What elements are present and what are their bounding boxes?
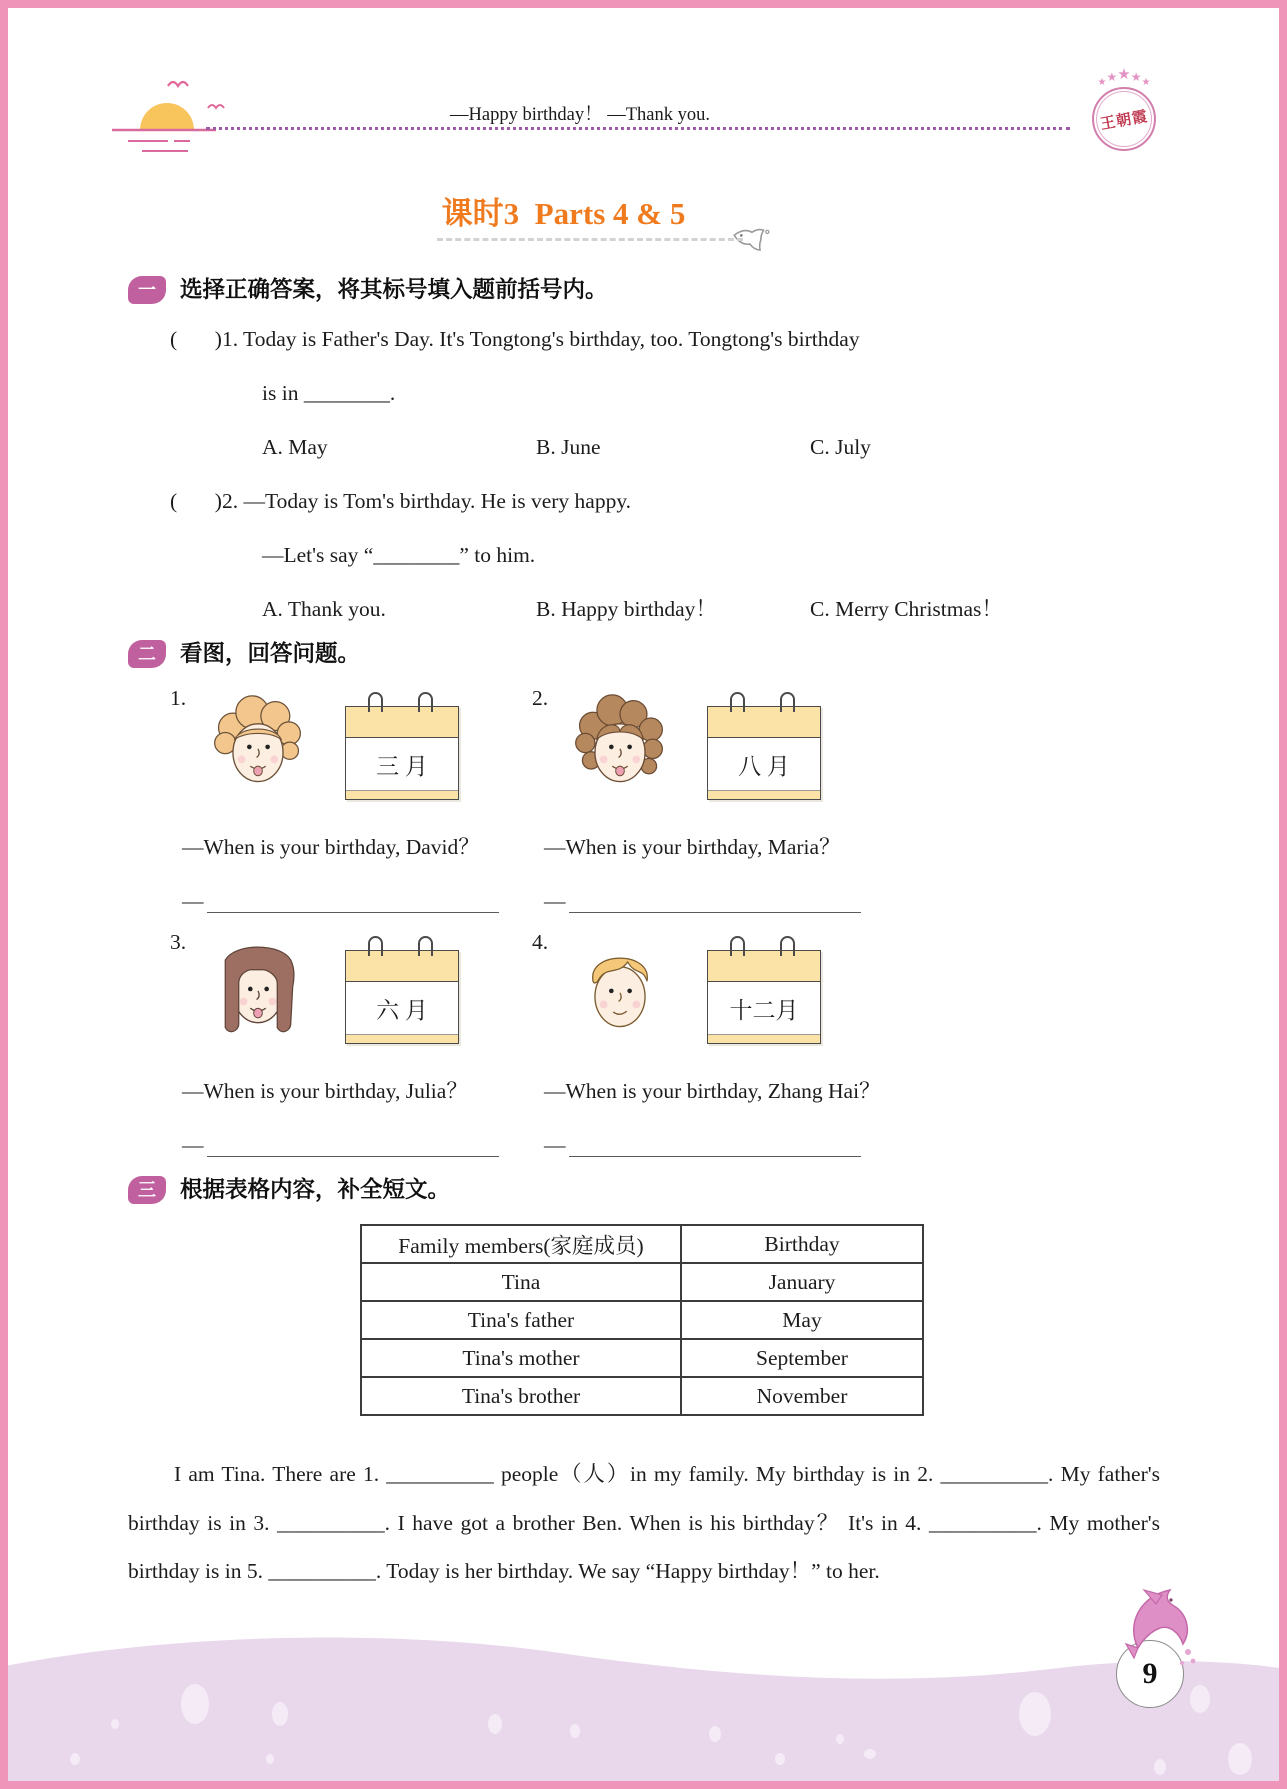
calendar-footer bbox=[346, 1034, 458, 1043]
table-cell: May bbox=[681, 1301, 923, 1339]
dotted-divider bbox=[206, 127, 1070, 130]
question-2-line-2: —Let's say “________” to him. bbox=[262, 543, 536, 567]
answer-blank bbox=[170, 886, 532, 916]
publisher-logo bbox=[1078, 66, 1170, 151]
table-header-row bbox=[361, 1225, 923, 1263]
question-2-options bbox=[128, 582, 1160, 636]
option-b: B. June bbox=[536, 435, 601, 459]
table-row bbox=[361, 1377, 923, 1415]
table-cell: September bbox=[681, 1339, 923, 1377]
calendar-ring-icon bbox=[780, 692, 795, 712]
calendar-august bbox=[707, 706, 821, 800]
answer-dash: — bbox=[544, 1133, 566, 1157]
table-cell: November bbox=[681, 1377, 923, 1415]
logo-stars-icon: ★★★★★ bbox=[1097, 67, 1151, 88]
item-number: 2. bbox=[532, 686, 549, 710]
picture-item-3 bbox=[170, 928, 532, 1160]
table-cell: Tina's brother bbox=[361, 1377, 681, 1415]
calendar-ring-icon bbox=[418, 936, 433, 956]
table-cell: January bbox=[681, 1263, 923, 1301]
birthday-table bbox=[360, 1224, 924, 1416]
section-two-badge: 二 bbox=[128, 640, 166, 668]
table-row bbox=[361, 1339, 923, 1377]
answer-blank bbox=[532, 1130, 1160, 1160]
calendar-ring-icon bbox=[780, 936, 795, 956]
question-text: —When is your birthday, David？ bbox=[182, 835, 480, 859]
picture-item-4 bbox=[532, 928, 1160, 1160]
face-maria-icon bbox=[568, 684, 672, 804]
face-zhang-hai-icon bbox=[568, 928, 672, 1048]
passage-text: I am Tina. There are 1. __________ people（人）in my family. My birthday is in 2. __________. My father's birthday is in 3. __________. I have got a brother Ben. When is his birthday？ It's in 4. __________. My mother's birthday is in 5. __________. Today is her birthday. We say “Happy birthday！” to her. bbox=[128, 1462, 1160, 1583]
calendar-header bbox=[708, 707, 820, 738]
calendar-footer bbox=[708, 790, 820, 799]
calendar-header bbox=[346, 707, 458, 738]
picture-item-1 bbox=[170, 684, 532, 916]
calendar-header bbox=[708, 951, 820, 982]
option-a: A. Thank you. bbox=[262, 597, 386, 621]
calendar-ring-icon bbox=[368, 936, 383, 956]
header-dialogue: —Happy birthday！ —Thank you. bbox=[450, 105, 710, 125]
answer-dash: — bbox=[182, 889, 204, 913]
table-cell: Tina bbox=[361, 1263, 681, 1301]
title-underline bbox=[437, 238, 743, 241]
calendar-ring-icon bbox=[368, 692, 383, 712]
logo-text: 王朝霞 bbox=[1099, 107, 1150, 133]
table-header-cell: Birthday bbox=[681, 1225, 923, 1263]
section-three-heading: 根据表格内容，补全短文。 bbox=[180, 1177, 451, 1202]
answer-line bbox=[207, 1135, 499, 1158]
question-1-line-1: ( )1. Today is Father's Day. It's Tongtong's birthday, too. Tongtong's birthday bbox=[170, 327, 860, 351]
section-one-heading: 选择正确答案，将其标号填入题前括号内。 bbox=[180, 277, 608, 302]
page-title: 课时3 Parts 4 & 5 bbox=[441, 196, 686, 231]
section-three-badge: 三 bbox=[128, 1176, 166, 1204]
section-picture-questions bbox=[128, 640, 1160, 1172]
dolphin-icon bbox=[1122, 1582, 1200, 1672]
option-b: B. Happy birthday！ bbox=[536, 597, 717, 621]
answer-blank bbox=[532, 886, 1160, 916]
section-choose-answers bbox=[128, 276, 1160, 636]
calendar-month: 十二月 bbox=[729, 997, 799, 1023]
question-1-options bbox=[128, 420, 1160, 474]
answer-line bbox=[569, 891, 861, 914]
table-row bbox=[361, 1263, 923, 1301]
item-number: 4. bbox=[532, 930, 549, 954]
logo-circle bbox=[1092, 87, 1156, 151]
option-c: C. Merry Christmas！ bbox=[810, 597, 1003, 621]
face-david-icon bbox=[206, 684, 310, 804]
calendar-ring-icon bbox=[730, 692, 745, 712]
table-cell: Tina's mother bbox=[361, 1339, 681, 1377]
table-cell: Tina's father bbox=[361, 1301, 681, 1339]
bird-icon bbox=[168, 82, 188, 86]
question-2-line-1: ( )2. —Today is Tom's birthday. He is very happy. bbox=[170, 489, 632, 513]
table-row bbox=[361, 1301, 923, 1339]
calendar-footer bbox=[346, 790, 458, 799]
question-text: —When is your birthday, Julia？ bbox=[182, 1079, 468, 1103]
item-number: 1. bbox=[170, 686, 187, 710]
section-complete-passage bbox=[128, 1176, 1160, 1596]
answer-dash: — bbox=[182, 1133, 204, 1157]
option-a: A. May bbox=[262, 435, 328, 459]
calendar-header bbox=[346, 951, 458, 982]
question-text: —When is your birthday, Zhang Hai？ bbox=[544, 1079, 881, 1103]
option-c: C. July bbox=[810, 435, 871, 459]
item-number: 3. bbox=[170, 930, 187, 954]
question-text: —When is your birthday, Maria？ bbox=[544, 835, 841, 859]
answer-line bbox=[207, 891, 499, 914]
calendar-month: 八 月 bbox=[738, 753, 790, 779]
answer-blank bbox=[170, 1130, 532, 1160]
calendar-december bbox=[707, 950, 821, 1044]
calendar-ring-icon bbox=[418, 692, 433, 712]
answer-line bbox=[569, 1135, 861, 1158]
title-row bbox=[0, 196, 1287, 241]
calendar-march bbox=[345, 706, 459, 800]
calendar-june bbox=[345, 950, 459, 1044]
question-1-line-2: is in ________. bbox=[262, 381, 396, 405]
section-two-heading: 看图，回答问题。 bbox=[180, 641, 361, 666]
calendar-month: 三 月 bbox=[376, 753, 428, 779]
calendar-month: 六 月 bbox=[376, 997, 428, 1023]
footer-wave bbox=[0, 1619, 1287, 1789]
table-header-cell: Family members(家庭成员) bbox=[361, 1225, 681, 1263]
calendar-footer bbox=[708, 1034, 820, 1043]
face-julia-icon bbox=[206, 928, 310, 1048]
section-one-badge: 一 bbox=[128, 276, 166, 304]
calendar-ring-icon bbox=[730, 936, 745, 956]
picture-item-2 bbox=[532, 684, 1160, 916]
answer-dash: — bbox=[544, 889, 566, 913]
page-number: 9 bbox=[1142, 1657, 1158, 1690]
